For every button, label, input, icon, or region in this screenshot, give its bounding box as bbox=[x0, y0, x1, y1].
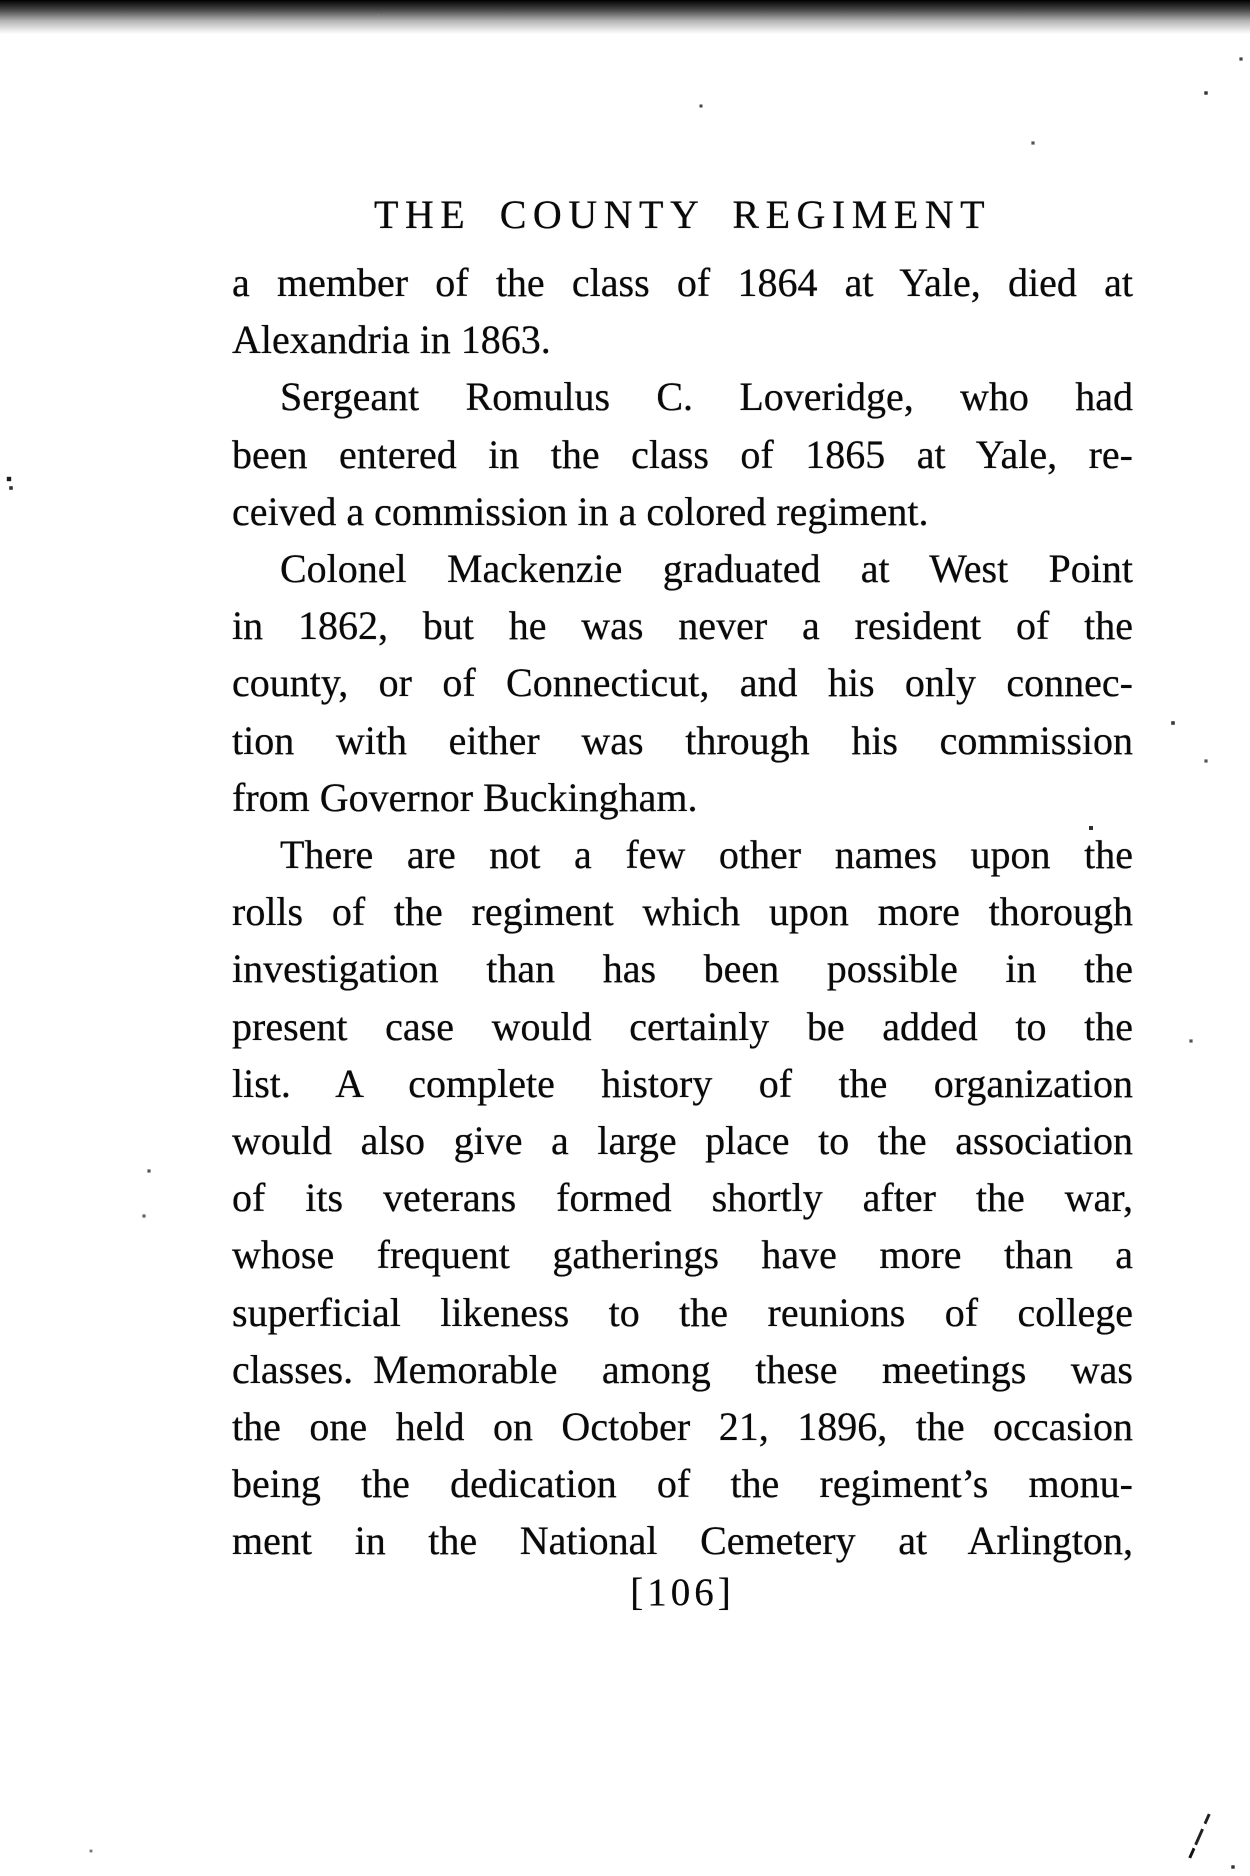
text-line: rolls of the regiment which upon more thorough bbox=[232, 889, 1133, 935]
scan-noise-band bbox=[0, 0, 1250, 34]
text-line: county, or of Connecticut, and his only connec- bbox=[232, 660, 1133, 706]
text-line: the one held on October 21, 1896, the occasion bbox=[232, 1404, 1133, 1450]
text-line: a member of the class of 1864 at Yale, died at bbox=[232, 260, 1133, 305]
running-header: THE COUNTY REGIMENT bbox=[373, 192, 992, 237]
text-line: of its veterans formed shortly after the war, bbox=[232, 1175, 1133, 1221]
text-line: present case would certainly be added to the bbox=[232, 1003, 1133, 1049]
text-line: whose frequent gatherings have more than a bbox=[232, 1232, 1133, 1278]
text-line: tion with either was through his commission bbox=[232, 717, 1133, 763]
text-line: from Governor Buckingham. bbox=[232, 774, 698, 820]
text-line: ceived a commission in a colored regiment. bbox=[232, 488, 929, 534]
text-line: investigation than has been possible in the bbox=[232, 946, 1133, 992]
text-line: been entered in the class of 1865 at Yale, re- bbox=[232, 431, 1133, 477]
text-line: superficial likeness to the reunions of college bbox=[232, 1289, 1133, 1335]
text-line: Alexandria in 1863. bbox=[232, 317, 551, 363]
text-line: ment in the National Cemetery at Arlington, bbox=[232, 1518, 1133, 1564]
page-text-block bbox=[232, 254, 1133, 1570]
scan-scratch-mark bbox=[1188, 1813, 1210, 1858]
page-number: [106] bbox=[630, 1571, 735, 1614]
text-line: in 1862, but he was never a resident of the bbox=[232, 603, 1133, 649]
text-line: There are not a few other names upon the bbox=[280, 832, 1133, 878]
text-line: list. A complete history of the organization bbox=[232, 1060, 1133, 1106]
text-line: classes. Memorable among these meetings was bbox=[232, 1346, 1133, 1392]
text-line: would also give a large place to the association bbox=[232, 1118, 1133, 1164]
text-line: Sergeant Romulus C. Loveridge, who had bbox=[280, 374, 1133, 420]
text-line: being the dedication of the regiment’s monu- bbox=[232, 1461, 1133, 1507]
text-line: Colonel Mackenzie graduated at West Point bbox=[280, 546, 1133, 592]
scan-speckles bbox=[0, 0, 2, 2]
